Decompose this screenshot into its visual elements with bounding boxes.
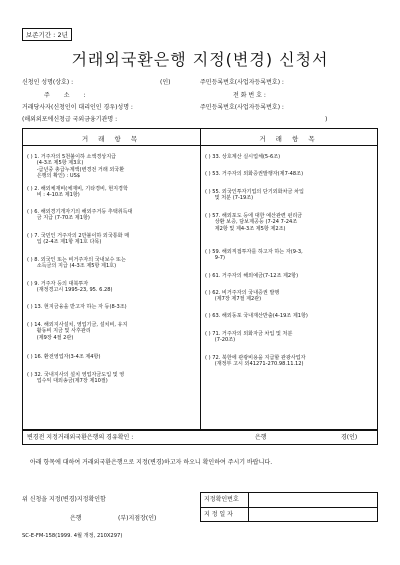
overseas-close-paren: )	[325, 116, 328, 123]
left-item-1[interactable]: ( ) 1. 거주자의 5천불이하 소액경상지급 (4-3조 제5항 제3호) -급년중 총급누계액(변경전 거래 외국환 은행의 확인) : US$	[27, 154, 125, 179]
left-item-13[interactable]: ( ) 13. 현지금융을 받고자 하는 자 등(8-3조)	[27, 304, 127, 310]
right-item-72[interactable]: ( ) 72. 북한에 관광비용을 지급할 관광사업자 (재정부 고시 외41271-270.98.11.12)	[205, 355, 306, 368]
confirm-bank: 은행	[70, 515, 82, 522]
stamp-row-divider	[201, 507, 377, 508]
change-confirm-label: 변경전 지정거래외국환은행의 경유확인 :	[27, 434, 134, 441]
retention-period: 보존기간 : 2년	[22, 28, 72, 41]
right-item-71[interactable]: ( ) 71. 거주자의 외화자금 차입 및 처분 (7-20조)	[205, 331, 293, 344]
request-statement: 아래 항목에 대하여 거래외국환은행으로 지정(변경)하고자 하오니 확인하여 주시기 바랍니다.	[30, 459, 273, 466]
left-item-6[interactable]: ( ) 6. 해외경기개자기의 해외주거등 추택취득대 금 지급 (7-70조 제1항)	[27, 209, 133, 222]
applicant-name-label: 신청인 성명(상호) :	[22, 79, 74, 86]
change-confirm-seal: 경(인)	[341, 434, 358, 441]
left-item-32[interactable]: ( ) 32. 국내지사의 설치 영업자금도입 및 영 업수익 대외송금(제7장 제10절)	[27, 372, 125, 385]
left-item-7[interactable]: ( ) 7. 국민인 거주자의 2만불이하 외국통화 매 입 (2-4조 제1항 제1호 다목)	[27, 233, 130, 246]
change-confirm-bank: 은행	[255, 434, 267, 441]
stamp-confirm-number-label: 지정확인번호	[204, 496, 239, 503]
applicant-seal: (인)	[160, 79, 171, 86]
right-item-33[interactable]: ( ) 33. 상호계산 실시업체(5-6조)	[205, 154, 281, 160]
agent-name-label: 거래당사자(신청인이 대리인인 경우)성명 :	[22, 104, 133, 111]
left-item-2[interactable]: ( ) 2. 해외체재비(체재비, 기타경비, 현지경학 비 : 4-10조 제1항)	[27, 186, 128, 199]
left-item-14[interactable]: ( ) 14. 해외지사설치, 영업기금, 설치비, 유지 활동비 지금 및 사후관리 (제9장 4절 2관)	[27, 322, 128, 341]
header-left: 거 래 항 목	[81, 135, 142, 143]
transaction-table	[22, 128, 378, 430]
right-item-61[interactable]: ( ) 61. 거주자의 해외예금(7-12조 제2항)	[205, 273, 299, 279]
page-title: 거래외국환은행 지정(변경) 신청서	[71, 50, 329, 69]
right-item-63[interactable]: ( ) 63. 해외동포 국내재산반출(4-19조 제1항)	[205, 313, 308, 319]
right-item-55[interactable]: ( ) 55. 외국인투자기업의 단기외화차금 차입 및 처분 (7-19조)	[205, 189, 304, 202]
stamp-col-divider	[248, 493, 249, 521]
right-item-62[interactable]: ( ) 62. 비거주자의 국내증권 발행 (제7장 제7절 제2관)	[205, 290, 280, 303]
stamp-table	[200, 492, 378, 522]
agent-resident-no-label: 주민등록번호(사업자등록번호) :	[200, 104, 284, 111]
confirm-branch-seal: (부)지점장(인)	[118, 515, 157, 522]
right-item-59[interactable]: ( ) 59. 해외직접투자를 하고자 하는 자(9-3, 9-7)	[205, 249, 303, 262]
overseas-institution-label: (해외외포에신청급 국외금융기관명 :	[22, 116, 118, 123]
right-item-53[interactable]: ( ) 53. 거주자의 외화증권발행자(제7-48조)	[205, 171, 304, 177]
resident-no-label: 주민등록번호(사업자등록번호) :	[200, 79, 284, 86]
left-item-8[interactable]: ( ) 8. 외국인 또는 비거주자의 국내보수 또는 소득금의 지급 (4-3조 제5항 제1호)	[27, 257, 126, 270]
address-label: 주 소 :	[44, 92, 92, 99]
confirm-line: 위 신청을 지정(변경)지정확인함	[22, 496, 106, 503]
right-item-57[interactable]: ( ) 57. 해외포도 등에 대한 예산관련 펀리금 상환 보증, 담보제공등 (7-24 7-24조 제2항 및 제4-3조 제5항 제2조)	[205, 213, 303, 232]
header-right: 거 래 항 목	[259, 135, 319, 143]
change-confirm-row	[22, 430, 378, 445]
column-divider	[200, 129, 201, 429]
form-code: SC-E-FM-158(1999. 4월 개정, 210X297)	[22, 533, 123, 539]
left-item-16[interactable]: ( ) 16. 환전영업자(3-4조 제4항)	[27, 354, 101, 360]
stamp-date-label: 지 정 일 자	[204, 511, 233, 518]
left-item-9[interactable]: ( ) 9. 거주자 등의 대북투자 (재정경고시 1995-23, 95. 6.28)	[27, 281, 113, 294]
phone-label: 전 화 번 호 :	[233, 92, 266, 99]
